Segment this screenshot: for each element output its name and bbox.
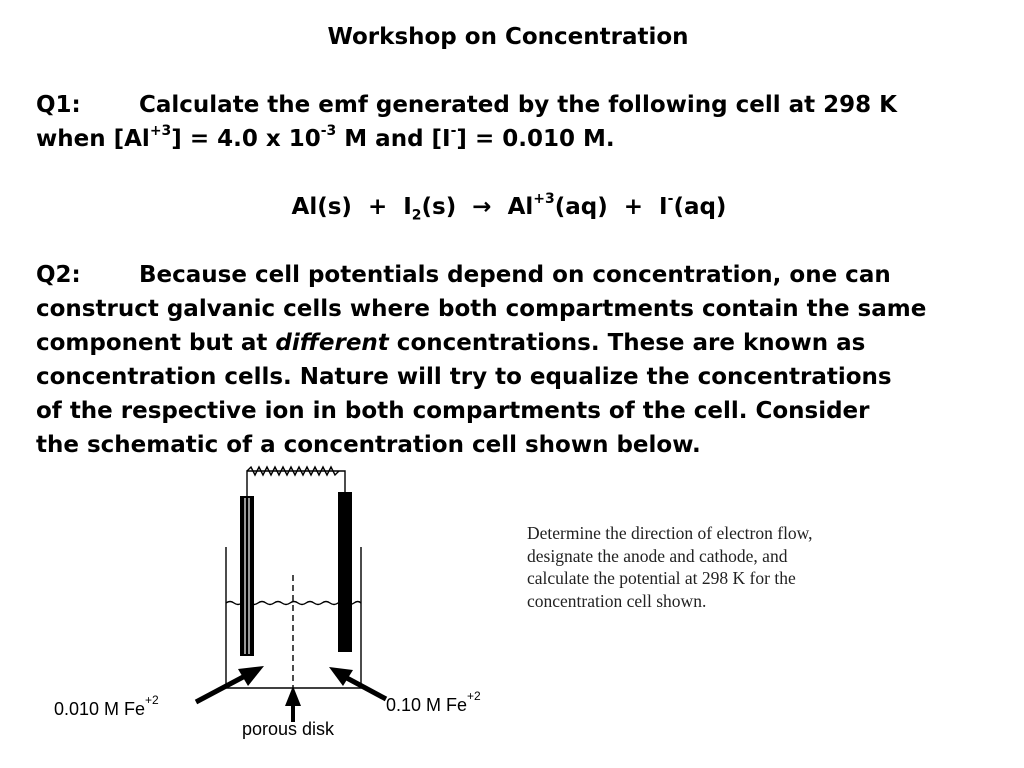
left-electrode — [240, 496, 254, 656]
external-wire — [247, 471, 345, 496]
q2-line-6: the schematic of a concentration cell shown below. — [36, 432, 701, 458]
left-compartment-label — [54, 693, 159, 720]
eq-product-1-state: (aq) + I — [554, 194, 668, 220]
q2-label: Q2: — [36, 262, 81, 288]
q1-text-2a: when [Al — [36, 126, 150, 152]
q1-label: Q1: — [36, 92, 81, 118]
q2-text-1: Because cell potentials depend on concentration, one can — [139, 262, 891, 288]
q1-text-2b: ] = 4.0 x 10 — [171, 126, 321, 152]
eq-al-charge: +3 — [533, 191, 555, 208]
q2-line-1 — [36, 258, 996, 292]
reaction-arrow-icon: → — [472, 194, 492, 220]
eq-i-charge: - — [667, 191, 674, 208]
q2-italic-word: different — [275, 330, 389, 356]
concentration-cell-diagram — [0, 460, 1024, 760]
q2-line-4: concentration cells. Nature will try to equalize the concentrations — [36, 364, 892, 390]
question-1 — [36, 88, 996, 156]
note-line-3: calculate the potential at 298 K for the — [527, 568, 796, 588]
q2-text-3b: concentrations. These are known as — [388, 330, 866, 356]
left-pointer-shaft — [196, 676, 245, 702]
eq-i2-subscript: 2 — [411, 207, 422, 224]
exponent: -3 — [320, 123, 337, 140]
bottom-arrowhead-icon — [285, 686, 301, 706]
question-2 — [36, 258, 996, 462]
resistor-zigzag-icon — [247, 467, 339, 475]
right-concentration: 0.10 M Fe — [386, 695, 468, 715]
left-concentration: 0.010 M Fe — [54, 699, 146, 719]
right-fe-charge: +2 — [467, 689, 481, 703]
cell-equation — [0, 190, 1018, 224]
page-title: Workshop on Concentration — [327, 24, 689, 50]
left-fe-charge: +2 — [145, 693, 159, 707]
q2-line-3 — [36, 326, 996, 360]
q1-line-1 — [36, 88, 996, 122]
q1-text-2c: M and [I — [336, 126, 451, 152]
porous-disk-label: porous disk — [242, 719, 335, 739]
note-line-4: concentration cell shown. — [527, 590, 707, 611]
q1-line-2 — [36, 122, 996, 156]
eq-reactant-2-state: (s) — [421, 194, 457, 220]
note-line-2: designate the anode and cathode, and — [527, 545, 788, 566]
q1-text-2d: ] = 0.010 M. — [456, 126, 615, 152]
q1-text-1: Calculate the emf generated by the following cell at 298 K — [139, 92, 897, 118]
eq-product-2-state: (aq) — [673, 194, 727, 220]
eq-reactant-1: Al(s) + I — [291, 194, 412, 220]
note-line-1: Determine the direction of electron flow, — [527, 523, 813, 543]
right-electrode — [338, 492, 352, 652]
q2-line-2: construct galvanic cells where both compartments contain the same — [36, 296, 927, 322]
q2-line-5: of the respective ion in both compartments of the cell. Consider — [36, 398, 870, 424]
iodide-charge: - — [450, 123, 457, 140]
right-arrowhead-icon — [329, 667, 353, 686]
eq-product-1: Al — [507, 194, 534, 220]
q2-text-3a: component but at — [36, 330, 276, 356]
al-charge: +3 — [149, 123, 172, 140]
right-compartment-label — [386, 689, 481, 716]
